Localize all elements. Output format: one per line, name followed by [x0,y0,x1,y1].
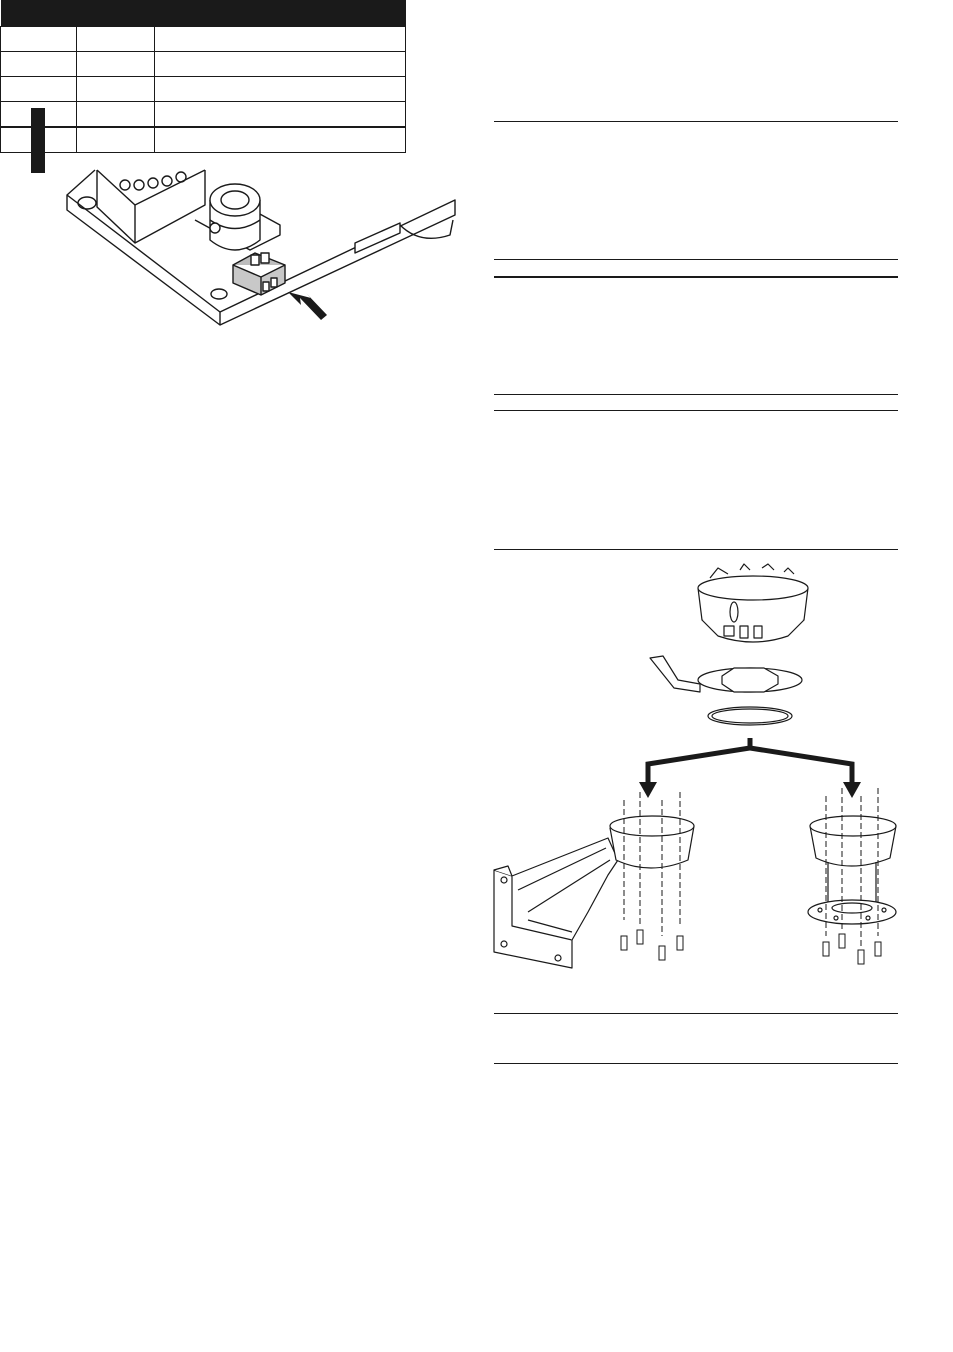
section-divider [494,394,898,395]
pcb-switch-illustration [55,165,465,340]
table-header-cell [155,0,406,27]
table-row [1,27,406,52]
table-cell [155,27,406,52]
table-cell [77,27,155,52]
table-cell [77,127,155,153]
table-cell [1,77,77,102]
table-row [1,52,406,77]
section-divider [494,410,898,411]
table-cell [77,52,155,77]
mounting-illustration [488,560,903,980]
table-cell [1,27,77,52]
section-divider [494,276,898,278]
section-tab [31,108,45,173]
table-header-row [1,0,406,27]
table-cell [155,52,406,77]
table-row [1,77,406,102]
table-row [1,102,406,128]
section-divider [494,259,898,260]
section-divider [494,1013,898,1014]
section-divider [494,1063,898,1064]
table-cell [155,102,406,128]
table-header-cell [77,0,155,27]
table-cell [77,102,155,128]
section-divider [494,549,898,550]
table-cell [155,127,406,153]
section-divider [494,121,898,122]
table-cell [77,77,155,102]
table-cell [155,77,406,102]
table-cell [1,52,77,77]
settings-table [0,0,406,153]
table-row [1,127,406,153]
table-header-cell [1,0,77,27]
